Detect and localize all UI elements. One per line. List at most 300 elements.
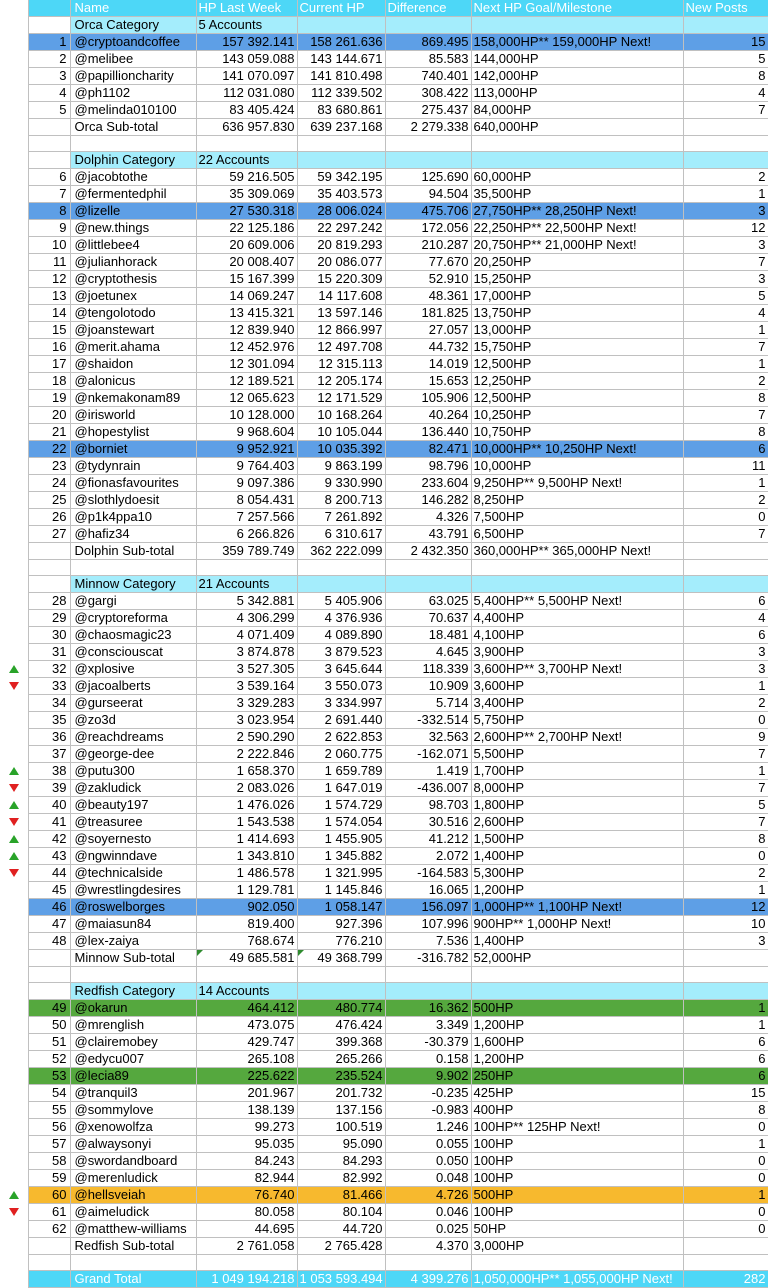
difference-value[interactable]: 52.910 [385, 271, 471, 288]
difference-value[interactable]: 0.025 [385, 1221, 471, 1238]
row-number[interactable]: 32 [28, 661, 70, 678]
empty-cell[interactable] [28, 17, 70, 34]
hp-last-week-value[interactable]: 4 306.299 [196, 610, 297, 627]
next-goal-value[interactable]: 1,200HP [471, 1017, 683, 1034]
empty-cell[interactable] [70, 1255, 196, 1271]
difference-value[interactable]: 181.825 [385, 305, 471, 322]
hp-last-week-value[interactable]: 3 527.305 [196, 661, 297, 678]
difference-value[interactable]: -0.983 [385, 1102, 471, 1119]
next-goal-value[interactable]: 425HP [471, 1085, 683, 1102]
next-goal-value[interactable]: 5,300HP [471, 865, 683, 882]
current-hp-value[interactable]: 10 105.044 [297, 424, 385, 441]
account-name[interactable]: @clairemobey [70, 1034, 196, 1051]
hp-last-week-value[interactable]: 84.243 [196, 1153, 297, 1170]
empty-cell[interactable] [28, 1255, 70, 1271]
subtotal-next-goal[interactable]: 640,000HP [471, 119, 683, 136]
current-hp-value[interactable]: 9 863.199 [297, 458, 385, 475]
next-goal-value[interactable]: 144,000HP [471, 51, 683, 68]
row-number[interactable]: 33 [28, 678, 70, 695]
empty-cell[interactable] [385, 17, 471, 34]
next-goal-value[interactable]: 12,250HP [471, 373, 683, 390]
next-goal-value[interactable]: 1,200HP [471, 1051, 683, 1068]
new-posts-value[interactable]: 6 [683, 593, 768, 610]
difference-value[interactable]: 105.906 [385, 390, 471, 407]
subtotal-hp-last-week[interactable]: 49 685.581 [196, 950, 297, 967]
hp-last-week-value[interactable]: 12 839.940 [196, 322, 297, 339]
difference-value[interactable]: -30.379 [385, 1034, 471, 1051]
empty-cell[interactable] [385, 136, 471, 152]
difference-value[interactable]: 1.419 [385, 763, 471, 780]
current-hp-value[interactable]: 3 334.997 [297, 695, 385, 712]
account-name[interactable]: @xenowolfza [70, 1119, 196, 1136]
grand-total-label[interactable]: Grand Total [70, 1271, 196, 1288]
empty-cell[interactable] [196, 967, 297, 983]
row-number[interactable]: 24 [28, 475, 70, 492]
current-hp-value[interactable]: 82.992 [297, 1170, 385, 1187]
row-number[interactable]: 61 [28, 1204, 70, 1221]
new-posts-value[interactable]: 1 [683, 322, 768, 339]
account-name[interactable]: @tydynrain [70, 458, 196, 475]
empty-cell[interactable] [683, 576, 768, 593]
hp-last-week-value[interactable]: 1 486.578 [196, 865, 297, 882]
difference-value[interactable]: 41.212 [385, 831, 471, 848]
difference-value[interactable]: 48.361 [385, 288, 471, 305]
account-name[interactable]: @lecia89 [70, 1068, 196, 1085]
current-hp-value[interactable]: 3 645.644 [297, 661, 385, 678]
hp-last-week-value[interactable]: 5 342.881 [196, 593, 297, 610]
account-name[interactable]: @slothlydoesit [70, 492, 196, 509]
account-name[interactable]: @wrestlingdesires [70, 882, 196, 899]
row-number[interactable]: 23 [28, 458, 70, 475]
hp-last-week-value[interactable]: 2 222.846 [196, 746, 297, 763]
new-posts-value[interactable]: 5 [683, 797, 768, 814]
account-name[interactable]: @nkemakonam89 [70, 390, 196, 407]
hp-last-week-value[interactable]: 99.273 [196, 1119, 297, 1136]
current-hp-value[interactable]: 10 035.392 [297, 441, 385, 458]
hp-last-week-value[interactable]: 10 128.000 [196, 407, 297, 424]
difference-value[interactable]: 98.703 [385, 797, 471, 814]
difference-value[interactable]: 18.481 [385, 627, 471, 644]
hp-last-week-value[interactable]: 82.944 [196, 1170, 297, 1187]
next-goal-value[interactable]: 3,600HP** 3,700HP Next! [471, 661, 683, 678]
next-goal-value[interactable]: 15,250HP [471, 271, 683, 288]
empty-cell[interactable] [471, 576, 683, 593]
empty-cell[interactable] [385, 983, 471, 1000]
row-number[interactable]: 45 [28, 882, 70, 899]
hp-last-week-value[interactable]: 768.674 [196, 933, 297, 950]
current-hp-value[interactable]: 84.293 [297, 1153, 385, 1170]
empty-cell[interactable] [683, 17, 768, 34]
subtotal-current-hp[interactable]: 49 368.799 [297, 950, 385, 967]
new-posts-value[interactable]: 2 [683, 865, 768, 882]
new-posts-value[interactable]: 15 [683, 1085, 768, 1102]
next-goal-value[interactable]: 5,750HP [471, 712, 683, 729]
difference-value[interactable]: 869.495 [385, 34, 471, 51]
current-hp-value[interactable]: 35 403.573 [297, 186, 385, 203]
subtotal-hp-last-week[interactable]: 2 761.058 [196, 1238, 297, 1255]
row-number[interactable]: 58 [28, 1153, 70, 1170]
next-goal-value[interactable]: 100HP [471, 1153, 683, 1170]
difference-value[interactable]: 27.057 [385, 322, 471, 339]
row-number[interactable]: 17 [28, 356, 70, 373]
category-account-count[interactable]: 14 Accounts [196, 983, 297, 1000]
current-hp-value[interactable]: 20 819.293 [297, 237, 385, 254]
next-goal-value[interactable]: 4,400HP [471, 610, 683, 627]
new-posts-value[interactable]: 7 [683, 814, 768, 831]
empty-cell[interactable] [297, 136, 385, 152]
account-name[interactable]: @maiasun84 [70, 916, 196, 933]
next-goal-value[interactable]: 10,000HP** 10,250HP Next! [471, 441, 683, 458]
difference-value[interactable]: 118.339 [385, 661, 471, 678]
next-goal-value[interactable]: 900HP** 1,000HP Next! [471, 916, 683, 933]
row-number[interactable]: 31 [28, 644, 70, 661]
account-name[interactable]: @zakludick [70, 780, 196, 797]
row-number[interactable]: 50 [28, 1017, 70, 1034]
account-name[interactable]: @fermentedphil [70, 186, 196, 203]
difference-value[interactable]: 14.019 [385, 356, 471, 373]
subtotal-next-goal[interactable]: 360,000HP** 365,000HP Next! [471, 543, 683, 560]
empty-cell[interactable] [297, 152, 385, 169]
new-posts-value[interactable]: 1 [683, 1136, 768, 1153]
next-goal-value[interactable]: 158,000HP** 159,000HP Next! [471, 34, 683, 51]
account-name[interactable]: @matthew-williams [70, 1221, 196, 1238]
empty-cell[interactable] [683, 983, 768, 1000]
subtotal-label[interactable]: Minnow Sub-total [70, 950, 196, 967]
next-goal-value[interactable]: 100HP** 125HP Next! [471, 1119, 683, 1136]
difference-value[interactable]: 5.714 [385, 695, 471, 712]
difference-value[interactable]: 475.706 [385, 203, 471, 220]
subtotal-current-hp[interactable]: 362 222.099 [297, 543, 385, 560]
hp-last-week-value[interactable]: 1 543.538 [196, 814, 297, 831]
row-number[interactable]: 4 [28, 85, 70, 102]
empty-cell[interactable] [471, 17, 683, 34]
account-name[interactable]: @merit.ahama [70, 339, 196, 356]
new-posts-value[interactable]: 1 [683, 186, 768, 203]
subtotal-new-posts[interactable] [683, 119, 768, 136]
difference-value[interactable]: 146.282 [385, 492, 471, 509]
hp-last-week-value[interactable]: 22 125.186 [196, 220, 297, 237]
new-posts-value[interactable]: 8 [683, 390, 768, 407]
current-hp-value[interactable]: 22 297.242 [297, 220, 385, 237]
next-goal-value[interactable]: 84,000HP [471, 102, 683, 119]
empty-cell[interactable] [28, 1238, 70, 1255]
hp-last-week-value[interactable]: 59 216.505 [196, 169, 297, 186]
new-posts-value[interactable]: 7 [683, 526, 768, 543]
category-name[interactable]: Redfish Category [70, 983, 196, 1000]
difference-value[interactable]: 172.056 [385, 220, 471, 237]
hp-last-week-value[interactable]: 225.622 [196, 1068, 297, 1085]
empty-cell[interactable] [297, 576, 385, 593]
row-number[interactable]: 6 [28, 169, 70, 186]
new-posts-value[interactable]: 6 [683, 441, 768, 458]
difference-value[interactable]: 77.670 [385, 254, 471, 271]
current-hp-value[interactable]: 235.524 [297, 1068, 385, 1085]
hp-last-week-value[interactable]: 143 059.088 [196, 51, 297, 68]
current-hp-value[interactable]: 1 058.147 [297, 899, 385, 916]
difference-value[interactable]: 70.637 [385, 610, 471, 627]
new-posts-value[interactable]: 7 [683, 407, 768, 424]
hp-last-week-value[interactable]: 1 476.026 [196, 797, 297, 814]
difference-value[interactable]: 9.902 [385, 1068, 471, 1085]
row-number[interactable]: 35 [28, 712, 70, 729]
difference-value[interactable]: 30.516 [385, 814, 471, 831]
account-name[interactable]: @irisworld [70, 407, 196, 424]
next-goal-value[interactable]: 8,250HP [471, 492, 683, 509]
new-posts-value[interactable]: 3 [683, 644, 768, 661]
empty-cell[interactable] [28, 576, 70, 593]
hp-last-week-value[interactable]: 265.108 [196, 1051, 297, 1068]
next-goal-value[interactable]: 3,600HP [471, 678, 683, 695]
current-hp-value[interactable]: 7 261.892 [297, 509, 385, 526]
new-posts-value[interactable]: 7 [683, 339, 768, 356]
difference-value[interactable]: 3.349 [385, 1017, 471, 1034]
hp-last-week-value[interactable]: 429.747 [196, 1034, 297, 1051]
row-number[interactable]: 15 [28, 322, 70, 339]
difference-value[interactable]: 233.604 [385, 475, 471, 492]
new-posts-value[interactable]: 0 [683, 1170, 768, 1187]
current-hp-value[interactable]: 83 680.861 [297, 102, 385, 119]
current-hp-value[interactable]: 81.466 [297, 1187, 385, 1204]
current-hp-value[interactable]: 100.519 [297, 1119, 385, 1136]
current-hp-value[interactable]: 1 659.789 [297, 763, 385, 780]
row-number[interactable]: 59 [28, 1170, 70, 1187]
account-name[interactable]: @putu300 [70, 763, 196, 780]
row-number[interactable]: 18 [28, 373, 70, 390]
account-name[interactable]: @alwaysonyi [70, 1136, 196, 1153]
row-number[interactable]: 53 [28, 1068, 70, 1085]
next-goal-value[interactable]: 5,500HP [471, 746, 683, 763]
next-goal-value[interactable]: 12,500HP [471, 356, 683, 373]
difference-value[interactable]: 0.055 [385, 1136, 471, 1153]
subtotal-new-posts[interactable] [683, 543, 768, 560]
hp-last-week-value[interactable]: 95.035 [196, 1136, 297, 1153]
account-name[interactable]: @joetunex [70, 288, 196, 305]
hp-last-week-value[interactable]: 3 329.283 [196, 695, 297, 712]
hp-last-week-value[interactable]: 35 309.069 [196, 186, 297, 203]
difference-value[interactable]: 210.287 [385, 237, 471, 254]
account-name[interactable]: @cryptoandcoffee [70, 34, 196, 51]
row-number[interactable]: 12 [28, 271, 70, 288]
hp-last-week-value[interactable]: 27 530.318 [196, 203, 297, 220]
hp-last-week-value[interactable]: 112 031.080 [196, 85, 297, 102]
hp-last-week-value[interactable]: 12 301.094 [196, 356, 297, 373]
row-number[interactable]: 41 [28, 814, 70, 831]
current-hp-value[interactable]: 95.090 [297, 1136, 385, 1153]
current-hp-value[interactable]: 141 810.498 [297, 68, 385, 85]
difference-value[interactable]: 275.437 [385, 102, 471, 119]
row-number[interactable]: 20 [28, 407, 70, 424]
row-number[interactable]: 22 [28, 441, 70, 458]
difference-value[interactable]: 0.050 [385, 1153, 471, 1170]
new-posts-value[interactable]: 11 [683, 458, 768, 475]
row-number[interactable]: 52 [28, 1051, 70, 1068]
next-goal-value[interactable]: 10,250HP [471, 407, 683, 424]
current-hp-value[interactable]: 476.424 [297, 1017, 385, 1034]
hp-last-week-value[interactable]: 464.412 [196, 1000, 297, 1017]
empty-cell[interactable] [297, 17, 385, 34]
hp-last-week-value[interactable]: 1 129.781 [196, 882, 297, 899]
account-name[interactable]: @sommylove [70, 1102, 196, 1119]
new-posts-value[interactable]: 15 [683, 34, 768, 51]
current-hp-value[interactable]: 12 866.997 [297, 322, 385, 339]
difference-value[interactable]: 16.065 [385, 882, 471, 899]
empty-cell[interactable] [385, 967, 471, 983]
current-hp-value[interactable]: 927.396 [297, 916, 385, 933]
hp-last-week-value[interactable]: 20 609.006 [196, 237, 297, 254]
empty-cell[interactable] [683, 136, 768, 152]
account-name[interactable]: @treasuree [70, 814, 196, 831]
current-hp-value[interactable]: 158 261.636 [297, 34, 385, 51]
new-posts-value[interactable]: 0 [683, 1204, 768, 1221]
current-hp-value[interactable]: 80.104 [297, 1204, 385, 1221]
empty-cell[interactable] [28, 136, 70, 152]
account-name[interactable]: @swordandboard [70, 1153, 196, 1170]
next-goal-value[interactable]: 8,000HP [471, 780, 683, 797]
difference-value[interactable]: 82.471 [385, 441, 471, 458]
empty-cell[interactable] [28, 983, 70, 1000]
new-posts-value[interactable]: 1 [683, 1187, 768, 1204]
row-number[interactable]: 44 [28, 865, 70, 882]
difference-value[interactable]: 10.909 [385, 678, 471, 695]
subtotal-hp-last-week[interactable]: 359 789.749 [196, 543, 297, 560]
category-name[interactable]: Dolphin Category [70, 152, 196, 169]
row-number[interactable]: 21 [28, 424, 70, 441]
current-hp-value[interactable]: 12 315.113 [297, 356, 385, 373]
new-posts-value[interactable]: 5 [683, 288, 768, 305]
current-hp-value[interactable]: 1 574.054 [297, 814, 385, 831]
difference-value[interactable]: 0.046 [385, 1204, 471, 1221]
column-header-new-posts[interactable]: New Posts [683, 0, 768, 17]
subtotal-difference[interactable]: 2 432.350 [385, 543, 471, 560]
current-hp-value[interactable]: 59 342.195 [297, 169, 385, 186]
difference-value[interactable]: 136.440 [385, 424, 471, 441]
hp-last-week-value[interactable]: 141 070.097 [196, 68, 297, 85]
hp-last-week-value[interactable]: 12 065.623 [196, 390, 297, 407]
row-number[interactable]: 48 [28, 933, 70, 950]
hp-last-week-value[interactable]: 9 952.921 [196, 441, 297, 458]
new-posts-value[interactable]: 8 [683, 68, 768, 85]
hp-last-week-value[interactable]: 44.695 [196, 1221, 297, 1238]
next-goal-value[interactable]: 113,000HP [471, 85, 683, 102]
new-posts-value[interactable]: 2 [683, 695, 768, 712]
new-posts-value[interactable]: 7 [683, 102, 768, 119]
empty-cell[interactable] [471, 136, 683, 152]
next-goal-value[interactable]: 3,400HP [471, 695, 683, 712]
account-name[interactable]: @littlebee4 [70, 237, 196, 254]
current-hp-value[interactable]: 1 345.882 [297, 848, 385, 865]
row-number[interactable]: 29 [28, 610, 70, 627]
difference-value[interactable]: 4.326 [385, 509, 471, 526]
new-posts-value[interactable]: 2 [683, 169, 768, 186]
empty-cell[interactable] [471, 1255, 683, 1271]
account-name[interactable]: @borniet [70, 441, 196, 458]
account-name[interactable]: @cryptothesis [70, 271, 196, 288]
account-name[interactable]: @joanstewart [70, 322, 196, 339]
difference-value[interactable]: -0.235 [385, 1085, 471, 1102]
difference-value[interactable]: 0.158 [385, 1051, 471, 1068]
new-posts-value[interactable]: 6 [683, 1034, 768, 1051]
new-posts-value[interactable]: 8 [683, 424, 768, 441]
empty-cell[interactable] [471, 560, 683, 576]
difference-value[interactable]: 308.422 [385, 85, 471, 102]
row-number[interactable]: 56 [28, 1119, 70, 1136]
next-goal-value[interactable]: 1,000HP** 1,100HP Next! [471, 899, 683, 916]
new-posts-value[interactable]: 1 [683, 1017, 768, 1034]
account-name[interactable]: @technicalside [70, 865, 196, 882]
empty-cell[interactable] [28, 967, 70, 983]
grand-total-hp-last-week[interactable]: 1 049 194.218 [196, 1271, 297, 1288]
new-posts-value[interactable]: 3 [683, 661, 768, 678]
subtotal-current-hp[interactable]: 639 237.168 [297, 119, 385, 136]
column-header-current-hp[interactable]: Current HP [297, 0, 385, 17]
new-posts-value[interactable]: 6 [683, 1051, 768, 1068]
new-posts-value[interactable]: 7 [683, 254, 768, 271]
next-goal-value[interactable]: 17,000HP [471, 288, 683, 305]
next-goal-value[interactable]: 500HP [471, 1000, 683, 1017]
hp-last-week-value[interactable]: 473.075 [196, 1017, 297, 1034]
current-hp-value[interactable]: 399.368 [297, 1034, 385, 1051]
next-goal-value[interactable]: 1,700HP [471, 763, 683, 780]
difference-value[interactable]: 0.048 [385, 1170, 471, 1187]
empty-cell[interactable] [385, 1255, 471, 1271]
grand-total-new-posts[interactable]: 282 [683, 1271, 768, 1288]
new-posts-value[interactable]: 9 [683, 729, 768, 746]
account-name[interactable]: @xplosive [70, 661, 196, 678]
hp-last-week-value[interactable]: 4 071.409 [196, 627, 297, 644]
new-posts-value[interactable]: 1 [683, 678, 768, 695]
hp-last-week-value[interactable]: 20 008.407 [196, 254, 297, 271]
row-number[interactable]: 9 [28, 220, 70, 237]
row-number[interactable]: 46 [28, 899, 70, 916]
account-name[interactable]: @chaosmagic23 [70, 627, 196, 644]
subtotal-difference[interactable]: -316.782 [385, 950, 471, 967]
current-hp-value[interactable]: 3 550.073 [297, 678, 385, 695]
category-account-count[interactable]: 5 Accounts [196, 17, 297, 34]
hp-last-week-value[interactable]: 902.050 [196, 899, 297, 916]
difference-value[interactable]: 2.072 [385, 848, 471, 865]
new-posts-value[interactable]: 1 [683, 882, 768, 899]
current-hp-value[interactable]: 112 339.502 [297, 85, 385, 102]
difference-value[interactable]: 40.264 [385, 407, 471, 424]
hp-last-week-value[interactable]: 819.400 [196, 916, 297, 933]
next-goal-value[interactable]: 6,500HP [471, 526, 683, 543]
row-number[interactable]: 60 [28, 1187, 70, 1204]
row-number[interactable]: 30 [28, 627, 70, 644]
new-posts-value[interactable]: 1 [683, 1000, 768, 1017]
account-name[interactable]: @ngwinndave [70, 848, 196, 865]
empty-cell[interactable] [471, 152, 683, 169]
hp-last-week-value[interactable]: 83 405.424 [196, 102, 297, 119]
row-number[interactable]: 57 [28, 1136, 70, 1153]
empty-cell[interactable] [28, 950, 70, 967]
hp-last-week-value[interactable]: 14 069.247 [196, 288, 297, 305]
difference-value[interactable]: 32.563 [385, 729, 471, 746]
next-goal-value[interactable]: 7,500HP [471, 509, 683, 526]
row-number[interactable]: 43 [28, 848, 70, 865]
current-hp-value[interactable]: 2 060.775 [297, 746, 385, 763]
current-hp-value[interactable]: 4 089.890 [297, 627, 385, 644]
new-posts-value[interactable]: 2 [683, 492, 768, 509]
account-name[interactable]: @roswelborges [70, 899, 196, 916]
hp-last-week-value[interactable]: 1 343.810 [196, 848, 297, 865]
next-goal-value[interactable]: 100HP [471, 1170, 683, 1187]
next-goal-value[interactable]: 13,750HP [471, 305, 683, 322]
difference-value[interactable]: -164.583 [385, 865, 471, 882]
current-hp-value[interactable]: 28 006.024 [297, 203, 385, 220]
account-name[interactable]: @shaidon [70, 356, 196, 373]
new-posts-value[interactable]: 0 [683, 1221, 768, 1238]
new-posts-value[interactable]: 0 [683, 848, 768, 865]
